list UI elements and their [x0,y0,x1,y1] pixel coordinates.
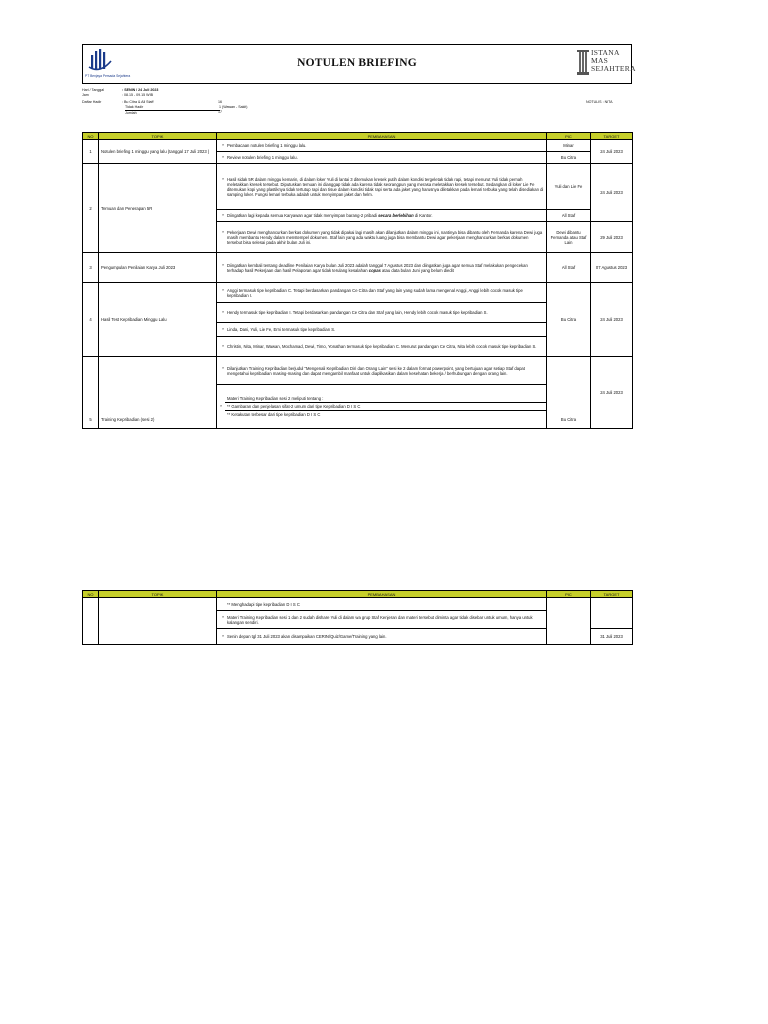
bullet: * [222,310,224,315]
tidak-hadir-label: Tidak Hadir [125,105,144,109]
emphasis-text: copas [368,267,381,273]
pic-cell: Bu Citra [547,283,591,357]
col-pic: PIC [547,133,591,140]
row-no: 1 [83,140,99,164]
notulis: NOTULIS : NITA [586,100,613,104]
pembahasan-text-end: di Kantor. [413,213,433,218]
table-row [83,283,633,303]
pembahasan-text: Pembacaan notulen briefing 1 minggu lalu. [227,143,307,148]
pembahasan-text: Christin, Nita, Minar, Wawan, Mochamad, Dewi, Timo, Yonathan termasuk tipe kepribadian C. Menurut pandangan Ce Citra, Nita lebih cocok masuk tipe kepribadian S. [227,344,537,349]
bullet: * [222,176,224,182]
briefing-table [82,132,633,429]
pembahasan-text: Anggi termasuk tipe kepribadian C. Tetapi berdasarkan pandangan Ce Citra dan Staf yang lain yang sudah lama mengenal Anggi, Anggi lebih cocok masuk tipe kepribadian I. [227,287,523,298]
col-no: NO [83,591,99,598]
daftar-hadir-label: Daftar Hadir [82,100,102,104]
jam-label: Jam [82,93,89,97]
row-no: 5 [83,357,99,429]
target-cell: 24 Juli 2023 [591,357,633,429]
row-topik: Pengumpulan Penilaian Karya Juli 2023 [99,253,217,283]
hari-label: Hari / Tanggal [82,88,105,92]
brand-line-3: SEJAHTERA [591,64,636,73]
table-row [83,164,633,210]
col-target: TARGET [591,133,633,140]
target-cell: 29 Juli 2023 [591,222,633,253]
pembahasan-text: Review notulen briefing 1 minggu lalu. [227,155,298,160]
brand-logo [576,48,636,79]
col-target: TARGET [591,591,633,598]
pic-cell: All Staf [547,210,591,222]
pembahasan-text-end: atau data bulan Juni yang belum diedit [380,267,454,273]
col-topik: TOPIK [99,591,217,598]
pembahasan-text: Senin depan tgl 31 Juli 2023 akan disampaikan CERIN/Quiz/Game/Training yang lain. [227,634,387,639]
company-name: PT Benjaya Persada Sejahtera [85,74,131,78]
pembahasan-text: Hasil sidak 5R dalam minggu kemarin, di dalam loker Yuli di lantai 3 ditemukan kresek putih dalam kondisi tergeletak tidak rapi, tetapi menurut Yuli tidak pernah meletakkan kresek tersebut. Diputuskan temuan ini dianggap tidak ada karena tidak seorangpun yang merasa meletakkan kresek tersebut. Sedangkan di loker Lie Fe ditemukan kopi yang plastiknya tidak tertutup rapi dan tisue dalam kondisi tidak rapi serta ada jaket yang harusnya diletakkan pada lemari terbuka yang telah disediakan di samping loker. Fungsi lemari terbuka adalah untuk menyimpan jaket dan helm. [227,176,544,197]
meeting-info [82,88,632,128]
daftar-hadir-value: : Bu Citra & All Staff [122,100,154,104]
pembahasan-text: Diingatkan lagi kepada semua Karyawan agar tidak menyimpan barang-2 pribadi [227,213,379,218]
table-row [83,140,633,152]
jam-value: : 08.15 - 09.15 WIB [122,93,153,97]
col-pembahasan: PEMBAHASAN [217,591,547,598]
row-no: 4 [83,283,99,357]
pic-cell: Bu Citra [547,152,591,164]
tidak-hadir-value: 1 (Wawan - Sakit) [219,105,248,109]
pic-cell: Yuli dan Lie Fe [547,164,591,210]
document-title: NOTULEN BRIEFING [297,57,417,69]
briefing-table-continued [82,590,633,645]
row-topik: Temuan dan Penerapan 5R [99,164,217,253]
pic-cell: Bu Citra [547,357,591,429]
row-no: 2 [83,164,99,253]
bullet: * [222,634,224,639]
table-row [83,598,633,611]
bullet: * [222,229,224,235]
sub-item: ** Ketakutan terbesar dari tipe kepribadian D I S C [227,412,321,417]
brand-line-2: MAS [591,56,609,65]
col-no: NO [83,133,99,140]
row-topik: Training Kepribadian (sesi 2) [99,357,217,429]
col-topik: TOPIK [99,133,217,140]
pembahasan-text: Hendy termasuk tipe kepribadian I. Tetapi berdasarkan pandangan Ce Citra dan Staf yang lain, Hendy lebih cocok masuk tipe kepribadian S. [227,310,488,315]
emphasis-text: secara berlebihan [378,213,414,218]
bullet: * [222,365,224,371]
sub-item: Materi Training Kepribadian sesi 2 meliputi tentang : [225,395,546,403]
bullet: * [222,262,224,268]
col-pembahasan: PEMBAHASAN [217,133,547,140]
pembahasan-text: Pekerjaan Dewi menghancurkan berkas dokumen yang tidak dipakai lagi masih akan dilanjutkan dalam minggu ini, nantinya bisa dibantu oleh Fernanda karena Dewi juga masih membantu Hendy dalam menstempel dokumen. Staf lain yang ada waktu luang juga bisa membantu Dewi agar pekerjaan menghancurkan berkas dokumen tersebut bisa selesai pada akhir bulan Juli ini. [227,229,543,245]
table-row [83,357,633,385]
row-topik: Notulen briefing 1 minggu yang lalu (tanggal 17 Juli 2023 ) [99,140,217,164]
target-cell: 31 Juli 2023 [591,629,633,645]
pic-cell: Minar [547,140,591,152]
daftar-hadir-count: 16 [218,100,222,104]
bullet: * [222,287,224,293]
bullet: * [222,344,224,349]
pembahasan-text: Dilanjutkan Training Kepribadian berjudul "Mengenali Kepribadian Diri dan Orang Lain" sesi ke 2 dalam format powerpoint, yang bertujuan agar setiap Staf dapat mengetahui kepribadian masing-masing dan dapat mengambil manfaat untuk diaplikasikan dalam kesehatan bekerja / berhubungan dengan orang lain. [227,365,525,376]
document-header [82,44,636,84]
hari-value: : SENIN / 24 Juli 2023 [122,88,159,92]
bullet: * [222,155,224,160]
bullet: * [222,614,224,620]
target-cell: 24 Juli 2023 [591,140,633,164]
row-no: 3 [83,253,99,283]
pembahasan-text: Linda, Dani, Yuli, Lie Fe, Erni termasuk tipe kepribadian S. [227,327,336,332]
jumlah-value: 17 [218,110,222,114]
bullet: * [222,327,224,332]
pic-cell: Dewi dibantu Fernanda atau Staf Lain [547,222,591,253]
bullet: * [222,213,224,218]
sub-item: ** Menghadapi tipe kepribadian D I S C [227,601,300,607]
pembahasan-text: Materi Training Kepribadian sesi 1 dan 2 sudah dishare Yuli di dalam wa grup Staf Kenjeran dan materi tersebut diminta agar tidak disebar untuk umum, hanya untuk kalangan sendiri. [227,614,533,625]
table-row [83,253,633,283]
pillar-icon [576,49,590,77]
pembahasan-text: Diingatkan kembali tentang deadline Penilaian Karya bulan Juli 2023 adalah tanggal 7 Agustus 2023 dan diingatkan juga agar semua Staf melakukan pengecekan terhadap hasil Pekerjaan dan hasil Pelaporan agar tidak terulang kesalahan [227,262,528,273]
bullet: * [220,404,222,409]
sub-item: ** Gambaran dan penjelasan sifat-2 umum dari tipe Kepribadian D I S C [225,403,546,411]
brand-line-1: ISTANA [591,48,620,57]
jumlah-label: Jumlah [125,110,220,116]
target-cell: 24 Juli 2023 [591,283,633,357]
target-cell: 24 Juli 2023 [591,164,633,222]
pic-cell: All Staf [547,253,591,283]
bullet: * [222,143,224,148]
col-pic: PIC [547,591,591,598]
target-cell: 07 Agustus 2023 [591,253,633,283]
row-topik: Hasil Test Kepribadian Minggu Lalu [99,283,217,357]
